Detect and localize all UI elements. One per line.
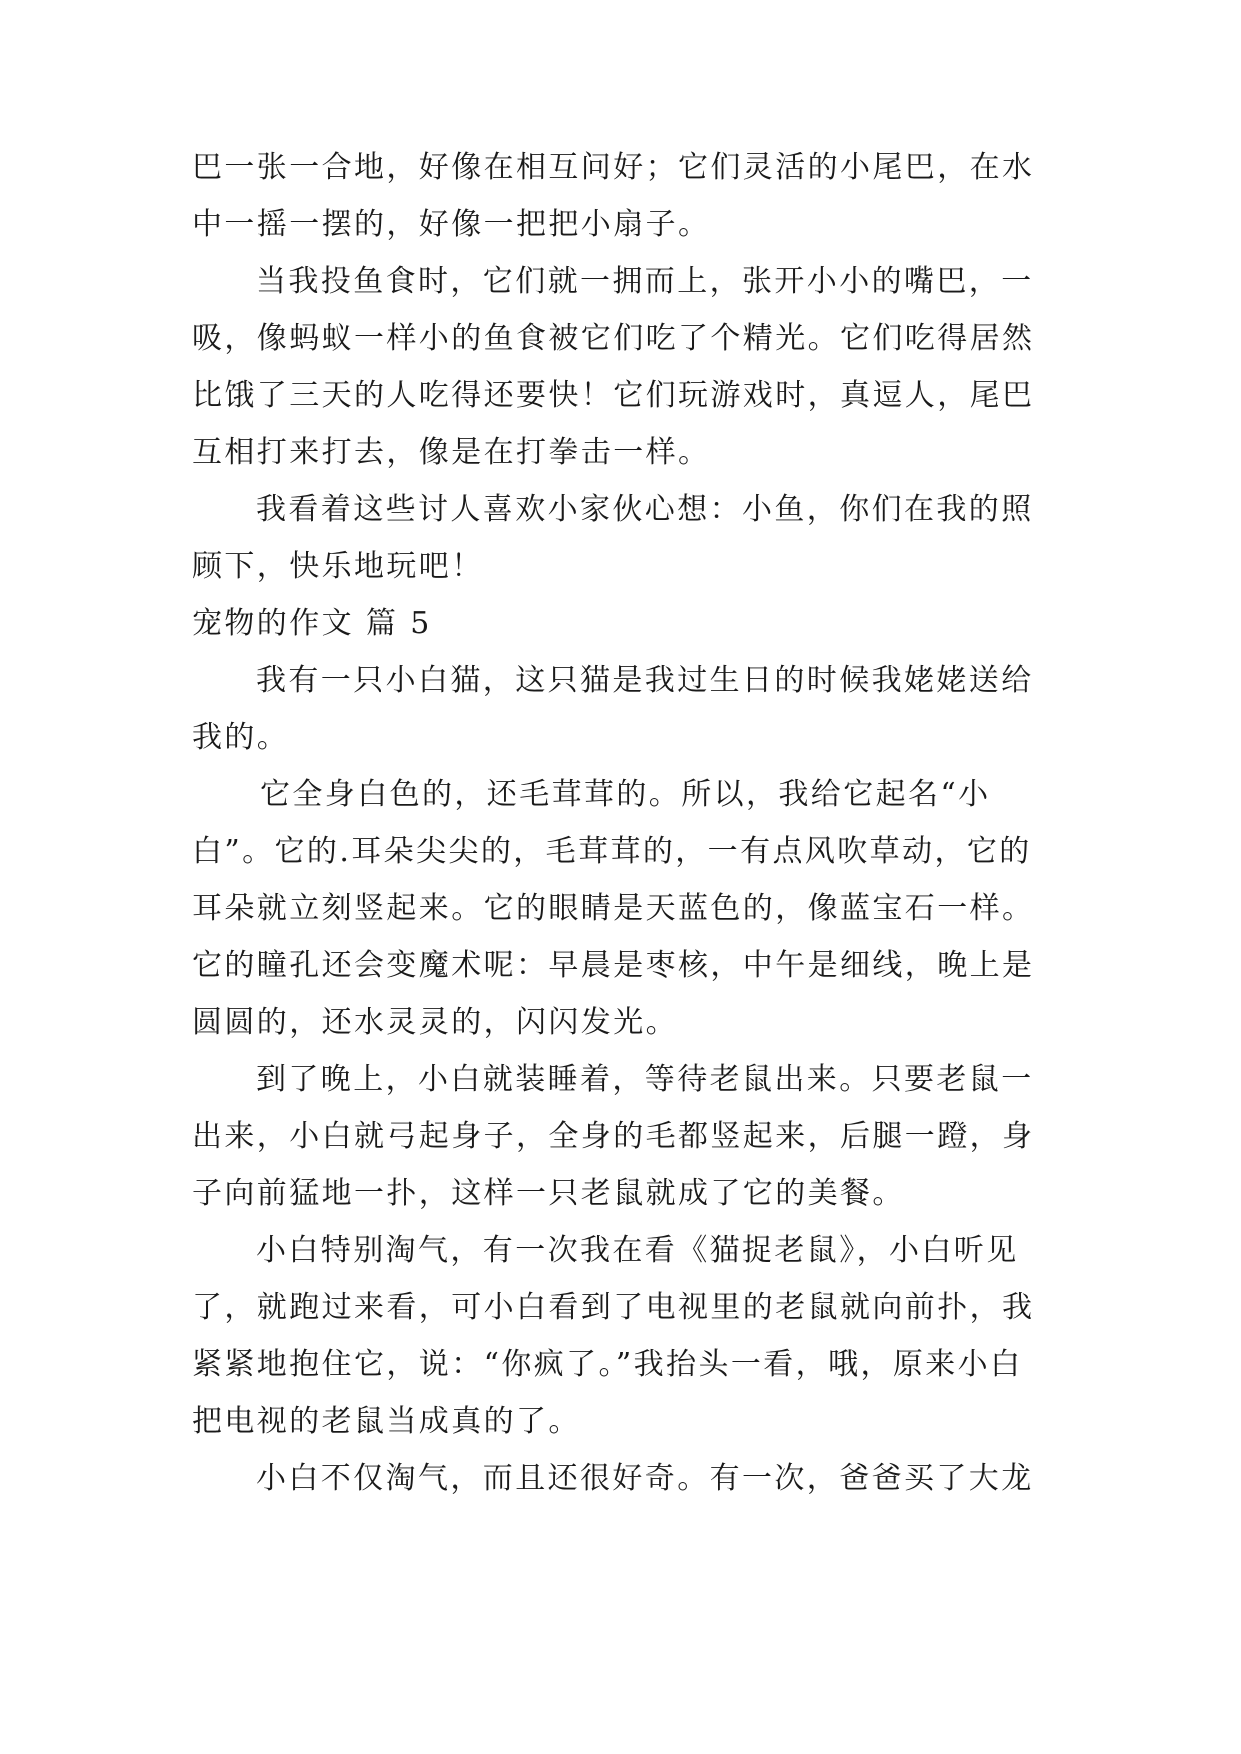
text-line: 当我投鱼食时，它们就一拥而上，张开小小的嘴巴，一 [256, 264, 1034, 299]
text-line: 到了晚上，小白就装睡着，等待老鼠出来。只要老鼠一 [256, 1062, 1034, 1097]
text-line: 子向前猛地一扑，这样一只老鼠就成了它的美餐。 [192, 1176, 905, 1211]
text-line: 它全身白色的，还毛茸茸的。所以，我给它起名“小 [260, 777, 991, 812]
text-line: 耳朵就立刻竖起来。它的眼睛是天蓝色的，像蓝宝石一样。 [192, 891, 1035, 926]
text-line: 出来，小白就弓起身子，全身的毛都竖起来，后腿一蹬，身 [192, 1119, 1035, 1154]
text-line: 小白不仅淘气，而且还很好奇。有一次，爸爸买了大龙 [256, 1461, 1034, 1496]
text-line: 白”。它的.耳朵尖尖的，毛茸茸的，一有点风吹草动，它的 [192, 834, 1032, 869]
text-line: 它的瞳孔还会变魔术呢：早晨是枣核，中午是细线，晚上是 [192, 948, 1035, 983]
text-line: 把电视的老鼠当成真的了。 [192, 1404, 581, 1439]
text-line: 我有一只小白猫，这只猫是我过生日的时候我姥姥送给 [256, 663, 1034, 698]
text-line: 顾下，快乐地玩吧！ [192, 549, 484, 584]
text-line: 小白特别淘气，有一次我在看《猫捉老鼠》，小白听见 [256, 1233, 1019, 1268]
text-line: 了，就跑过来看，可小白看到了电视里的老鼠就向前扑，我 [192, 1290, 1035, 1325]
text-line: 比饿了三天的人吃得还要快！它们玩游戏时，真逗人，尾巴 [192, 378, 1035, 413]
text-line: 巴一张一合地，好像在相互问好；它们灵活的小尾巴，在水 [192, 150, 1035, 185]
text-line: 圆圆的，还水灵灵的，闪闪发光。 [192, 1005, 678, 1040]
text-line: 互相打来打去，像是在打拳击一样。 [192, 435, 711, 470]
text-line: 紧紧地抱住它，说：“你疯了。”我抬头一看，哦，原来小白 [192, 1347, 1023, 1382]
text-line: 中一摇一摆的，好像一把把小扇子。 [192, 207, 711, 242]
text-line: 我的。 [192, 720, 290, 755]
section-heading: 宠物的作文 篇 5 [192, 606, 432, 641]
text-line: 我看着这些讨人喜欢小家伙心想：小鱼，你们在我的照 [256, 492, 1034, 527]
text-line: 吸，像蚂蚁一样小的鱼食被它们吃了个精光。它们吃得居然 [192, 321, 1035, 356]
